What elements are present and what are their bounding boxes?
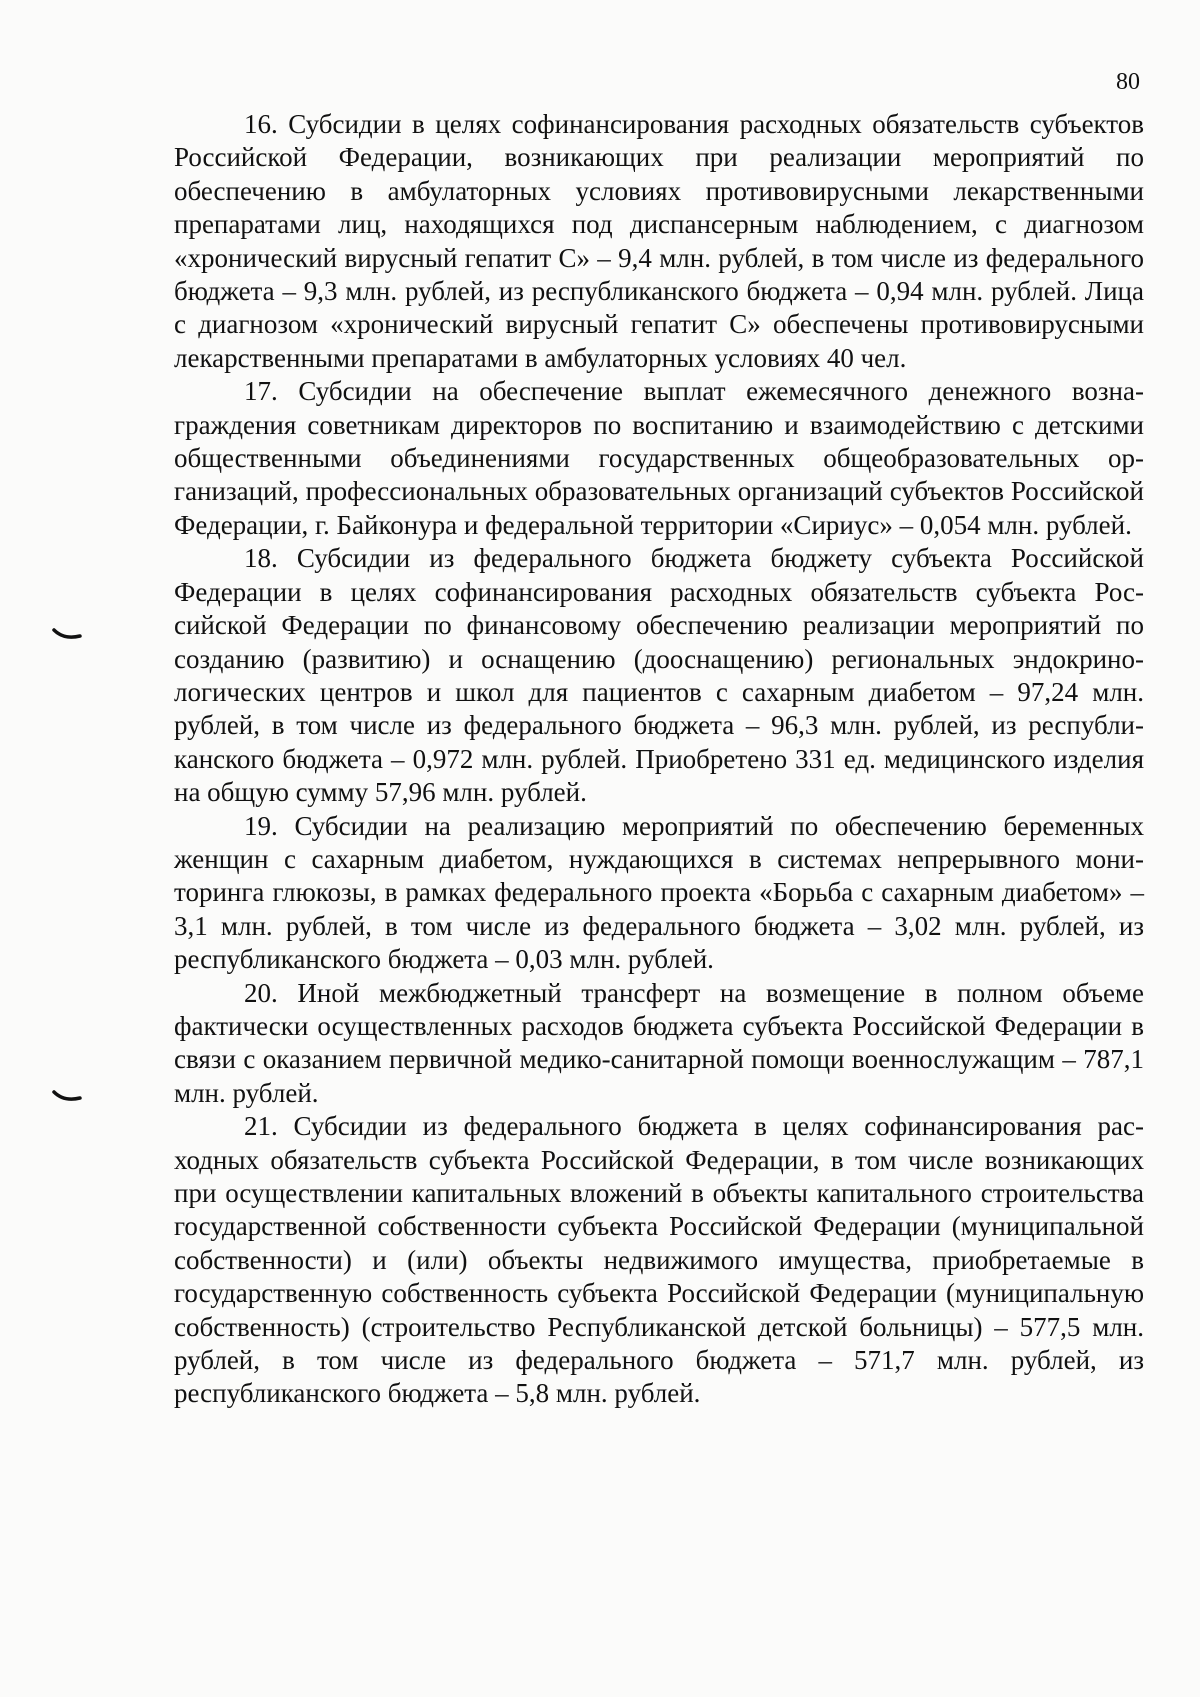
- page-number: 80: [1116, 69, 1140, 95]
- paragraph-20: 20. Иной межбюджетный трансферт на возмещение в полном объеме фактически осуществленных расходов бюджета субъекта Российской Федерации в связи с оказанием первичной медико-санитарной помощи военнослужащим – 787,1 млн. рублей.: [174, 977, 1144, 1108]
- margin-mark-icon: [52, 1088, 82, 1104]
- paragraph-16: 16. Субсидии в целях софинансирования расходных обязательств субъектов Российской Федерации, возникающих при реализации мероприятий по обеспечению в амбулаторных условиях противовирусными лекарственными препаратами лиц, находящихся под диспансерным наблюдением, с диагнозом «хронический вирусный гепатит С» – 9,4 млн. рублей, в том числе из федерального бюджета – 9,3 млн. рублей, из республиканского бюджета – 0,94 млн. рублей. Лица с диагнозом «хронический вирусный гепатит С» обеспечены противовирусными лекарственными препаратами в амбулаторных условиях 40 чел.: [174, 109, 1144, 373]
- paragraph-21: 21. Субсидии из федерального бюджета в целях софинансирования расходных обязательств субъекта Российской Федерации, в том числе возникающих при осуществлении капитальных вложений в объекты капитального строительства государственной собственности субъекта Российской Федерации (муниципальной собственности) и (или) объекты недвижимого имущества, приобретаемые в государственную собственность субъекта Российской Федерации (муниципальную собственность) (строительство Республиканской детской больницы) – 577,5 млн. рублей, в том числе из федерального бюджета – 571,7 млн. рублей, из республиканского бюджета – 5,8 млн. рублей.: [174, 1111, 1144, 1409]
- margin-mark-icon: [52, 626, 82, 642]
- paragraph-18: 18. Субсидии из федерального бюджета бюджету субъекта Российской Федерации в целях софинансирования расходных обязательств субъекта Российской Федерации по финансовому обеспечению реализации мероприятий по созданию (развитию) и оснащению (дооснащению) региональных эндокринологических центров и школ для пациентов с сахарным диабетом – 97,24 млн. рублей, в том числе из федерального бюджета – 96,3 млн. рублей, из республиканского бюджета – 0,972 млн. рублей. Приобретено 331 ед. медицинского изделия на общую сумму 57,96 млн. рублей.: [174, 543, 1144, 808]
- body-text: [174, 108, 1144, 1411]
- paragraph-17: 17. Субсидии на обеспечение выплат ежемесячного денежного вознаграждения советникам директоров по воспитанию и взаимодействию с детскими общественными объединениями государственных общеобразовательных организаций, профессиональных образовательных организаций субъектов Российской Федерации, г. Байконура и федеральной территории «Сириус» – 0,054 млн. рублей.: [174, 376, 1144, 540]
- paragraph-19: 19. Субсидии на реализацию мероприятий по обеспечению беременных женщин с сахарным диабетом, нуждающихся в системах непрерывного мониторинга глюкозы, в рамках федерального проекта «Борьба с сахарным диабетом» – 3,1 млн. рублей, в том числе из федерального бюджета – 3,02 млн. рублей, из республиканского бюджета – 0,03 млн. рублей.: [174, 810, 1144, 975]
